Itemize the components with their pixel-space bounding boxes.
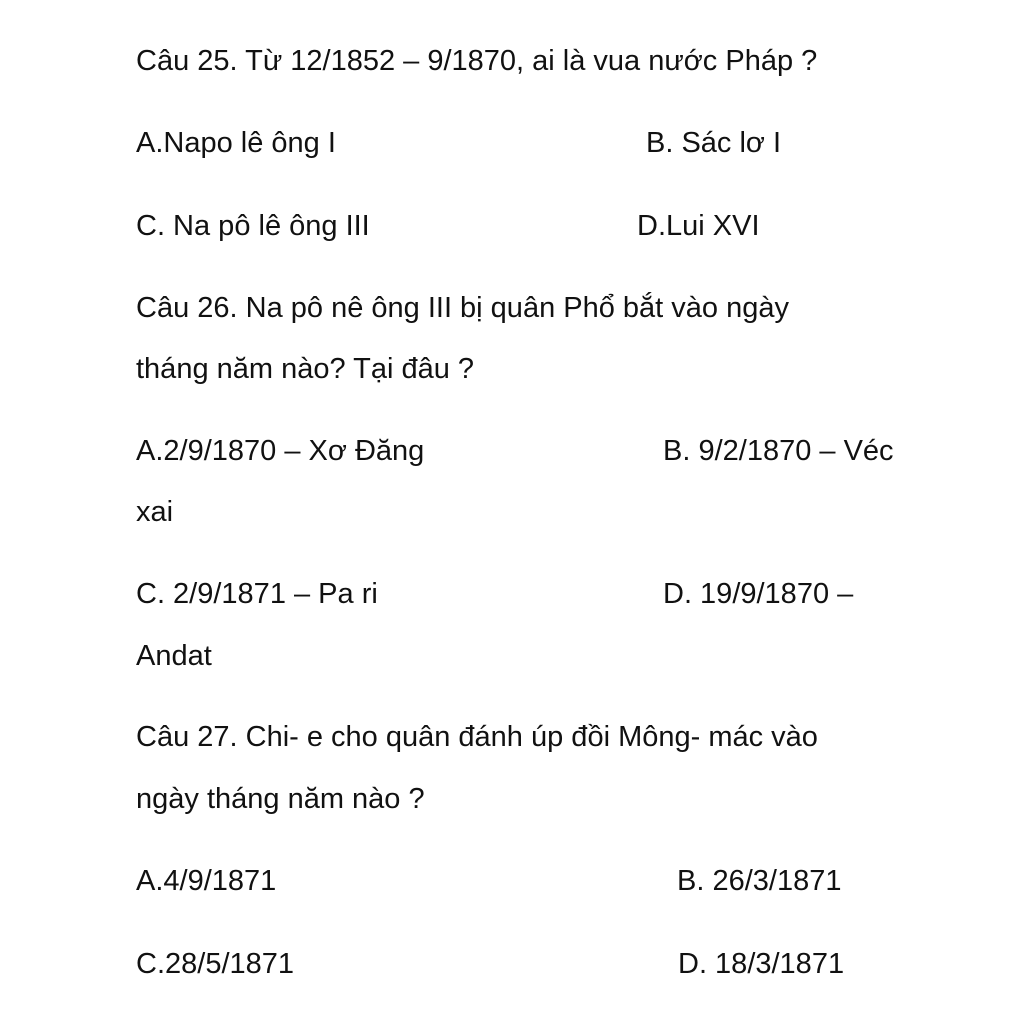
- question-25-option-c: C. Na pô lê ông III: [136, 210, 370, 242]
- question-27-text-line2: ngày tháng năm nào ?: [136, 783, 425, 815]
- question-27-option-c: C.28/5/1871: [136, 948, 295, 980]
- question-27-option-a: A.4/9/1871: [136, 865, 277, 897]
- question-27-option-d: D. 18/3/1871: [678, 948, 845, 980]
- question-25-text: Câu 25. Từ 12/1852 – 9/1870, ai là vua nước Pháp ?: [136, 45, 818, 77]
- question-26-text-line1: Câu 26. Na pô nê ông III bị quân Phổ bắt vào ngày: [136, 292, 789, 324]
- question-25-option-b: B. Sác lơ I: [646, 127, 782, 159]
- question-25-option-d: D.Lui XVI: [637, 210, 760, 242]
- question-26-option-c: C. 2/9/1871 – Pa ri: [136, 578, 378, 610]
- question-26-option-b: B. 9/2/1870 – Véc: [663, 435, 894, 467]
- question-25-option-a: A.Napo lê ông I: [136, 127, 336, 159]
- question-26-option-d-continued: Andat: [136, 640, 212, 672]
- question-26-option-a: A.2/9/1870 – Xơ Đăng: [136, 435, 425, 467]
- question-26-option-b-continued: xai: [136, 496, 174, 528]
- question-26-text-line2: tháng năm nào? Tại đâu ?: [136, 353, 475, 385]
- question-27-option-b: B. 26/3/1871: [677, 865, 842, 897]
- question-26-option-d: D. 19/9/1870 –: [663, 578, 854, 610]
- question-27-text-line1: Câu 27. Chi- e cho quân đánh úp đồi Mông- mác vào: [136, 721, 818, 753]
